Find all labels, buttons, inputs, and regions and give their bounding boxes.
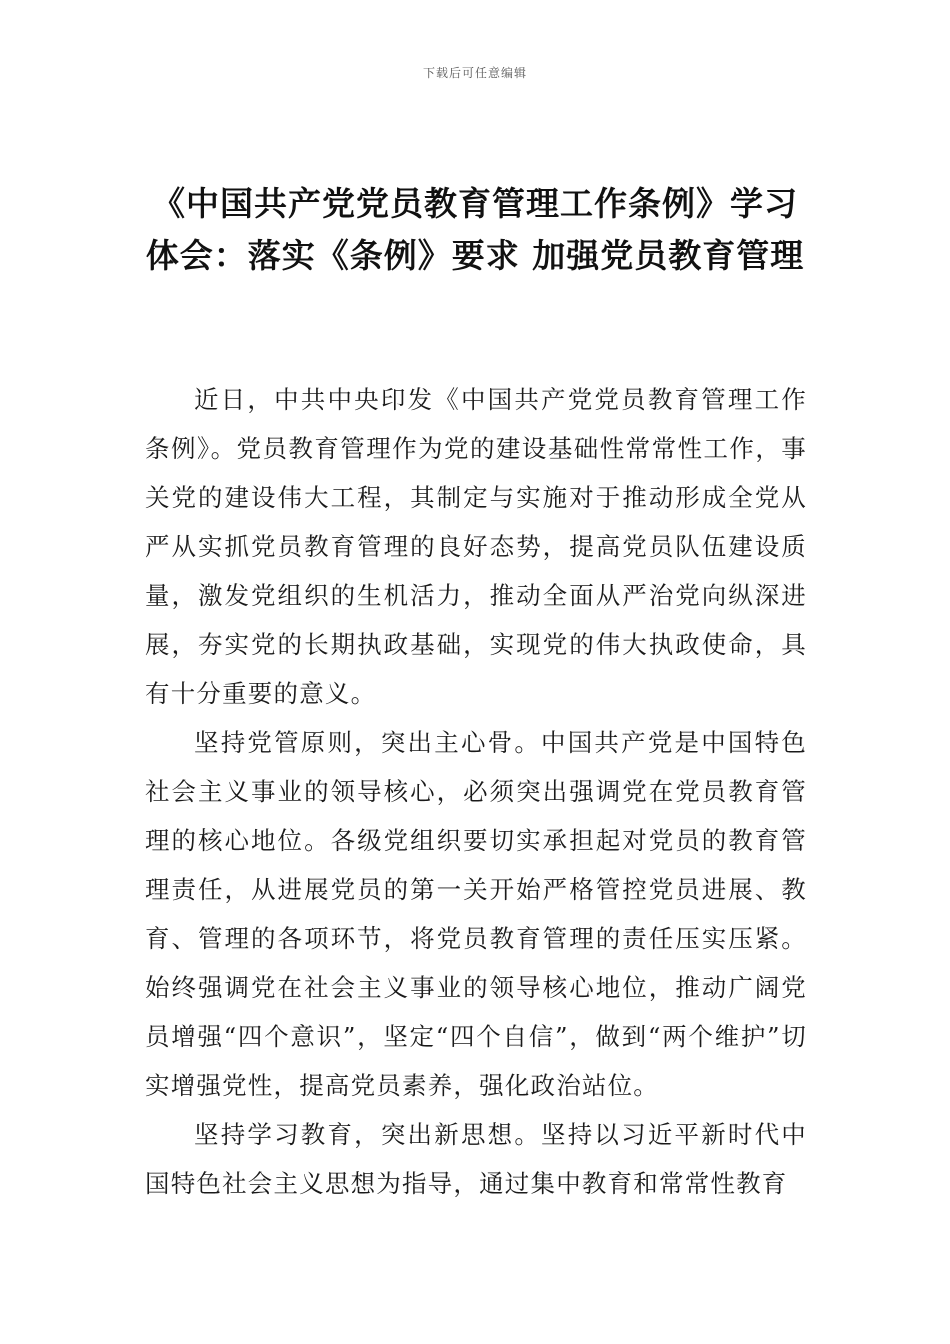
paragraph-study-education: 坚持学习教育，突出新思想。坚持以习近平新时代中国特色社会主义思想为指导，通过集中教育和常常性教育 bbox=[145, 1120, 807, 1198]
document-title: 《中国共产党党员教育管理工作条例》学习体会：落实《条例》要求 加强党员教育管理 bbox=[145, 184, 805, 275]
document-body bbox=[145, 375, 807, 1208]
paragraph-party-leadership: 坚持党管原则，突出主心骨。中国共产党是中国特色社会主义事业的领导核心，必须突出强调党在党员教育管理的核心地位。各级党组织要切实承担起对党员的教育管理责任，从进展党员的第一关开始严格管控党员进展、教育、管理的各项环节，将党员教育管理的责任压实压紧。始终强调党在社会主义事业的领导核心地位，推动广阔党员增强“四个意识”，坚定“四个自信”，做到“两个维护”切实增强党性，提高党员素养，强化政治站位。 bbox=[145, 728, 807, 1100]
paragraph-intro: 近日，中共中央印发《中国共产党党员教育管理工作条例》。党员教育管理作为党的建设基础性常常性工作，事关党的建设伟大工程，其制定与实施对于推动形成全党从严从实抓党员教育管理的良好态势，提高党员队伍建设质量，激发党组织的生机活力，推动全面从严治党向纵深进展，夯实党的长期执政基础，实现党的伟大执政使命，具有十分重要的意义。 bbox=[145, 385, 807, 708]
header-note: 下载后可任意编辑 bbox=[422, 66, 527, 80]
